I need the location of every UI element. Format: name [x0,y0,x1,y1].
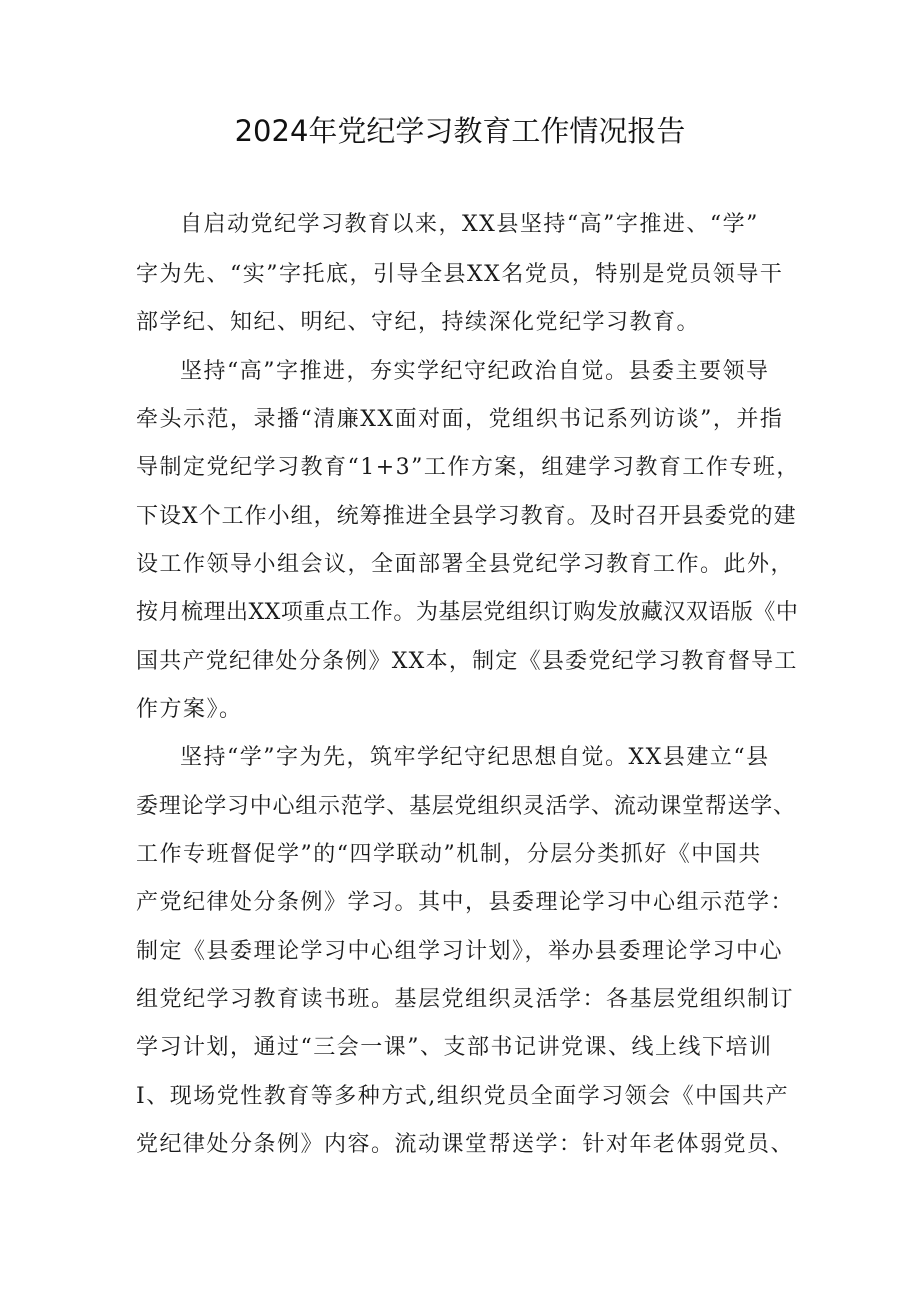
paragraph-2-line-3: 导制定党纪学习教育“1+3”工作方案，组建学习教育工作专班， [136,455,800,480]
paragraph-3-line-5: 制定《县委理论学习中心组学习计划》，举办县委理论学习中心 [136,939,784,964]
paragraph-1-line-2: 字为先、“实”字托底，引导全县XX名党员，特别是党员领导干 [136,262,784,287]
paragraph-3-line-8: I、现场党性教育等多种方式,组织党员全面学习领会《中国共产 [136,1084,790,1109]
paragraph-3-line-1: 坚持“学”字为先，筑牢学纪守纪思想自觉。XX县建立“县 [180,745,770,770]
paragraph-1-line-3: 部学纪、知纪、明纪、守纪，持续深化党纪学习教育。 [136,310,701,335]
paragraph-3-line-7: 学习计划，通过“三会一课”、支部书记讲党课、线上线下培训 [136,1035,773,1060]
paragraph-2-line-8: 作方案》。 [136,697,243,722]
paragraph-2-line-4: 下设X个工作小组，统筹推进全县学习教育。及时召开县委党的建 [136,504,797,529]
paragraph-2-line-1: 坚持“高”字推进，夯实学纪守纪政治自觉。县委主要领导 [180,359,770,384]
paragraph-2-line-5: 设工作领导小组会议，全面部署全县党纪学习教育工作。此外， [136,552,795,577]
paragraph-2-line-7: 国共产党纪律处分条例》XX本，制定《县委党纪学习教育督导工 [136,649,798,674]
paragraph-3-line-9: 党纪律处分条例》内容。流动课堂帮送学：针对年老体弱党员、 [136,1132,795,1157]
paragraph-3-line-2: 委理论学习中心组示范学、基层党组织灵活学、流动课堂帮送学、 [136,794,796,819]
paragraph-1-line-1: 自启动党纪学习教育以来，XX县坚持“高”字推进、“学” [180,212,759,237]
paragraph-2-line-6: 按月梳理出XX项重点工作。为基层党组织订购发放藏汉双语版《中 [136,600,799,625]
paragraph-2-line-2: 牵头示范，录播“清廉XX面对面，党组织书记系列访谈”，并指 [136,407,784,432]
paragraph-3-line-6: 组党纪学习教育读书班。基层党组织灵活学：各基层党组织制订 [136,987,795,1012]
paragraph-3-line-3: 工作专班督促学”的“四学联动”机制，分层分类抓好《中国共 [136,842,762,867]
paragraph-3-line-4: 产党纪律处分条例》学习。其中，县委理论学习中心组示范学： [136,890,795,915]
document-title: 2024年党纪学习教育工作情况报告 [234,114,686,148]
